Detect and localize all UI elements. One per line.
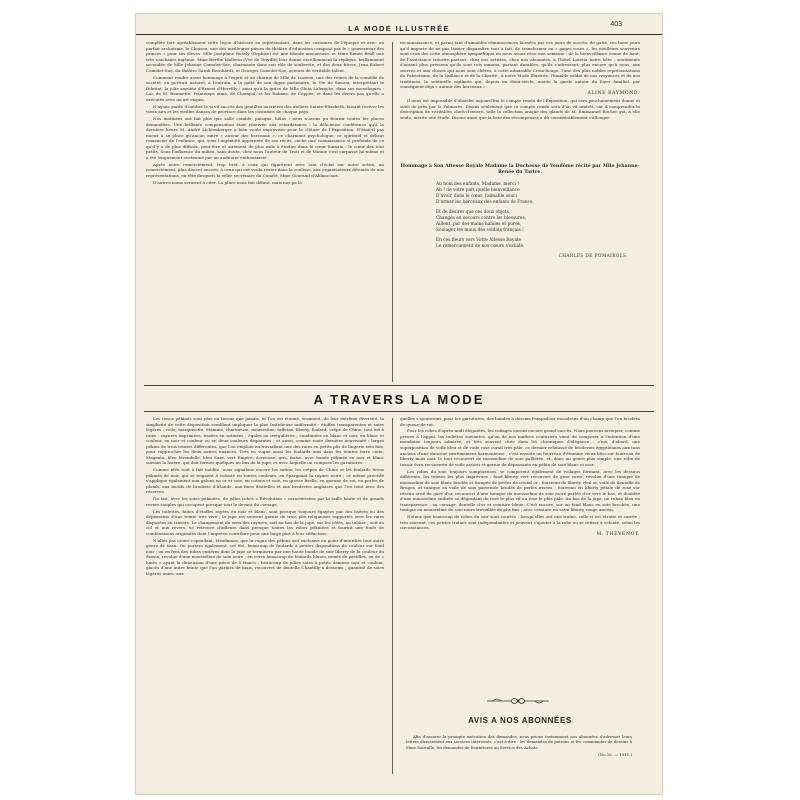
section-rule-top (144, 385, 654, 386)
section-rule-bottom (144, 411, 654, 412)
article-paragraph: Pour les robes d'après-midi élégantes, les voilages auront encore grand succès. Nous pouvons invoquer, comme preuve à l'appui, les toilettes suivantes, qu'un de nos maîtres couturiers vient de composer à l'intention d'une mondaine toujours admirée, et très souvent citée dans les chroniques d'élégance : c'est, d'abord, une superposition de voile bleu et de voile rose corail très pâle, ce dernier rehaussé de broderies égyptiennes aux tons anciens d'une douceur extrêmement harmonieuse ; c'est ensuite un fourreau d'étamine vieux bleu sur fourreau de liberty mais noir, le tout recouvert de mousseline de soie pailletée, et, dans un genre plus simple, une robe de tussor écru recouverte de voile assorti et garnie de dépassants en pékin de soie blanc et noir. (400, 428, 640, 467)
article-paragraph: Après notre remerciement, trop bref, à ceux qui figurèrent avec tant d'éclat sur notre scène, un remerciement, plus discret encore, à ceux qui ont voulu rester dans la coulisse, aux organisateurs dévoués de nos représentations, en tête desquels la zélée secrétaire du Comité, Mme Gourand d'Ablancourt. (146, 161, 384, 178)
column-divider (392, 42, 393, 382)
article-paragraph: quelles s'ajouteront, pour les garnitures, des bandes à dessins Pompadour encadrées d'un champ que l'on brodera de queue-de-rat. (400, 416, 640, 427)
notice-title: AVIS A NOS ABONNÉES (468, 716, 572, 725)
author-signature: M. THEVENOT. (596, 532, 640, 538)
author-signature: ALINE RAYMOND. (587, 91, 640, 97)
article-paragraph: N'ayons garde d'oublier le si vif succès des gentilles ouvrières des ateliers Sainte-Elisabeth, faisant revivre les vieux airs et les vieilles danses de province dans les costumes de chaque pays. (146, 103, 384, 115)
article-paragraph: Nos matinées ont fait plus que salle comble, puisque, hélas ! nous n'avons pu fournir toutes les places demandées. Une brillante compensation était réservée aux retardataires : la délicieuse conférence qu'à la dernière heure M. André Lichtenberger a bien voulu improviser pour la clôture de l'Exposition. N'était-il pas mieux à sa place qu'aucun autre « autour des berceaux », ce charmant psychologue, ce spirituel et délicat romancier de l'enfance, qui, sous l'ingénuité apparente de ses récits, cache une connaissance si profonde de ce qu'il y a de plus difficile, peut-être et airement de plus utile à étudier dans le cœur humain : le cœur des tout petits. Sous l'influence du milieu, sans doute, chez nous l'auteur de Trott et de Minnie s'est surpassé lui-même et a été longuement ovationné par un auditoire enthousiaste. (146, 116, 384, 160)
page-number: 403 (610, 21, 622, 28)
column-divider (392, 418, 393, 774)
lower-left-column (146, 416, 384, 776)
article-paragraph: N'allez pas croire cependant, Mesdames, que la vogue des pékins soit exclusive en point d'interdire tout autre genre de tissu. On portera également, cet été, beaucoup de foulards à petites dispositions de couleur sur fond noir ; on en fera des robes entières dont la jupe se terminera par une haute bande de soie liberty de la couleur du dessin, revolue d'une mousseline de soie noire ; en verra beaucoup de foulards blancs semés de pastilles, ou de « lunes » ayant la dimension d'une pièce de 5 francs ; beaucoup de jolies soies à petits damiers noir et couleur, glacés d'une autre teinte que l'on garnira de biais, recouvert de dentelle Chantilly à desseins ; quantité de soies légères unies, aux (146, 537, 384, 576)
lower-right-column (400, 416, 640, 701)
issue-number: (No 26. — 1911.) (598, 751, 632, 757)
notice-paragraph: Afin d'assurer la prompte exécution des demandes, nous prions instamment nos abonnées d'adresser leurs lettres directement aux services intéressés, c'est-à-dire : les demandes de patrons et les commandes de dessins à Mme Sauvalle, les demandes de fournitures au Service des Achats. (406, 734, 632, 750)
poem-stanza: Au nom des enfants, Madame, merci ! Ah ! de votre part quelle bienveillance D'avoir, dans le cœur, l'aimable souci D'armer les berceaux des enfants de France, (436, 181, 534, 205)
article-paragraph: Il nous est impossible d'aborder aujourd'hui le compte rendu de l'Exposition, qui sera prochainement donné et suivi de près par le Palmarès. Disons seulement que ce compte rendu sera d'un vif intérêt, car il comprendra la description de véritables chefs-d'œuvre, telle la collection unique des glands de M. Emmanuel Rocher qui, à elle seule, mérite une étude. Disons aussi que la liste des récompenses a dû considérablement s'allonger. (400, 98, 640, 120)
poem-title: Hommage à Son Altesse Royale Madame la Duchesse de Vendôme récité par Mlle Jehanne-Renée du Tartre. (400, 164, 640, 176)
header-title: LA MODE ILLUSTRÉE (348, 24, 450, 33)
decorative-ornament-icon (483, 694, 553, 708)
upper-right-column (400, 40, 640, 160)
poem-stanza: Et de désirer que ces doux objets, Changés en secours contre les blessures, Aillent, par des mains habiles et pures, Soulager les maux des soldats français ! (436, 209, 527, 233)
upper-left-column (146, 40, 384, 382)
article-paragraph: Comment rendre assez hommage à l'esprit et au charme de Mlle de Luzeste, une des reines de la comédie de société, au portrait naturel, à l'entrain, à la gaîté de son digne partenaire, le Vte de Simoni, interprétant le Dilettat, la jolie saynète d'Ernest d'Hervilly ! ainsi qu'à la grâce de Mlle Ghita Lalemche, dans ses monologues : Lui, de M. Baumette, Printemps aimé, de Champol, et les Rubans, de Coppée, et dans les divers pas qu'elle a exécutés avec un art exquis. (146, 74, 384, 102)
poem-block (400, 164, 640, 382)
article-paragraph: Comme idée tout à fait inédite, nous signalons encore les satins, les crêpes de Chine et les foulards écrus pékinés de noir, qui se teignent à volonté en toutes couleurs, en épargnant la rayure noire ; ce même procédé s'applique également aux galons en or et soie, en cotons et soie, en grosse fiselle, en quenne de rat, en perles de plomb, aux motifs de broderie d'Irlande, aux fines dentelles et aux broderies anglaises que l'on teint avec des réserves. (146, 467, 384, 495)
article-paragraph: Les toilettes, faites d'étoffes rayées en noir et blanc, sont presque toujours égayées par des lisérés ou des dépassants d'une teinte très vive ; la jupe est souvent garnie de trois plis religieuses rapportés avec les raies disposées en travers. Le changement du sens des rayures, soit au bas de la jupe, sur les côtés, au tablier ; soit au col et aux revers, se retrouve d'ailleurs dans presque toutes les robes pékinées et fournit une foule de combinaisons originales dont l'imprévu contribue pour une large part à leur séduction. (146, 508, 384, 536)
article-paragraph: On fait, avec les soies pékinées, de jolies robes « Révolution » caractérisées par la taille haute et de grands revers souples qui occupent presque tout le devant du corsage. (146, 496, 384, 507)
page-header (136, 18, 662, 35)
notice-text-block (406, 734, 632, 757)
article-paragraph: Les robes du soir, toujours somptueuses, se composent également de voilages formant, avec les dessous différents, les teintes les plus imprévues : fond liberty vert recouvert de gaze verte, revolue d'une tunique de mousseline de soie blanc brodée et frangée de perles de cristal or ; fourreau de liberty vieil or, voilé de dentelle de Bruges, et tunique en voile de soie parsemée brodés de perles irisées ; fourreau en liberty pétale de rose sur réseau orné de gaze d'or, recouvert d'une tunique de mousseline de soie noire perlée d'or vers le bas, et doublée d'une mousseline ombrée se dégradant du rose le plus vif au rose le plus pâle. Au bas de la jupe, un ruban bleu en transparence ; au corsage, dentelle d'or et ceinture bleue. C'est encore, sur un fond blanc en soie brochée, une tunique en mousseline de soie noire travaillée de plis fins ; avec ceinture en satin liberty rouge ancien. (400, 468, 640, 513)
article-paragraph: Les tissus pékinés sont plus en faveur que jamais, et l'on est étonné, vraiment, de leur extrême diversité, la simplicité de cette disposition semblant impliquer la plus fastidieuse uniformité : étoffes transparentes et soies légères : voile, marquisette, étamine, charmeuse, mousseline, taffetas, liberty, foulard, crêpe de Chine, tout est à raies : rayures imprimées, tissées en satinées ; égales ou irrégulières ; combinées en blanc et noir, en blanc et couleur, en noir et couleur ou en deux couleurs disparates ; et aussi, comme toute dernière nouveauté : larges pékins de trois teintes différentes, que l'on emploie en travaillant une des raies en petits plis de lingerie très fins, pour rapprocher les deux autres nuances. Très en vogue aussi les foulards unis dans les teintes terre cuite, Magenta, bleu hirondelle, bleu Saxe, vert Empire, écrevisse, gris, fraise, avec bande pékinée en noir et blanc suivant la lisière, qui doit former quelques au bas de la jupe, et avec laquelle on compose les garnitures. (146, 416, 384, 466)
article-paragraph: D'autres noms seraient à citer. La place nous fait défaut, mais nos pa la (153, 179, 302, 185)
journal-page (136, 14, 662, 794)
article-paragraph: Notons que beaucoup de robes du soir sont courtes ; lorsqu'elles ont une traîne, celle-ci est étroite et carrée ; très souvent, ces petites traînes sont indépendantes et peuvent s'ajouter à la robe ou se retirer à volonté, selon les circonstances. (400, 514, 640, 531)
article-paragraph: complète fort agréablement cette leçon d'histoire en représentant, dans les costumes de l'époque et avec un parfait archaïsme, le Choiseu, une des meilleures pièces du théâtre d'éducation composé par le « gouverneur des princes » pour ses élèves. Mlle Joséphine Rosely (Orphise) est une blonde amoureuse, et Mme Renée Brüll une très touchante ingénue. Mme Berthe Mallerio (Vve de Terville) leur donne excellemment la réplique, brillamment secondée de Mlle Jehanne Comolet-Sue, charmante dans son rôle de soubrette, et des deux frères, Jean Robert Comolet-Sue, du théâtre Sarah-Bernhardt, et Georges Comolet-Sue, acteurs de véritable talent. (146, 40, 384, 73)
article-paragraph: reconnaissance, et parmi tant d'aimables réminiscences laissées par ces jours de succès, de gaîté, ces bons jours qu'il importe de ne pas laisser disparaître tout à fait, de transformer en « pages roses », les meilleurs souvenirs sont ceux des cette atmosphère sympathique en nous avons vécu une semaine : de la bienveillance venue de haut, de l'assistance trouvée partout, chez nos artistes, chez nos abonnées, à l'hôtel Lutetia notre hôte ; sentiments d'autant plus précieux qu'ils sont rois mmuns, partant durables, qu'ils s'adressent, plus encore qu'à nous, aux œuvres et aux choses qui nous sont chères, à cette admirable Croix-Rouge, l'une des plus nobles représentations du Patriotisme, de la Vaillance et de la Charité ; à notre Mode Illustrée, l'humble soldat de nos croyances et de nos traditions, la sentinelle vigilante qui, depuis un demi-siècle, monte la garde autour du foyer familial, par conséquent déjà « autour des berceaux ». (400, 40, 640, 90)
poem-stanza: En ces fleurs vers Votre Altesse Royale Le remerciement de nos cœurs s'exhale. (436, 237, 525, 249)
poem-signature: CHARLES DE POMAIROLS. (558, 253, 628, 259)
section-title: A TRAVERS LA MODE (313, 392, 485, 407)
